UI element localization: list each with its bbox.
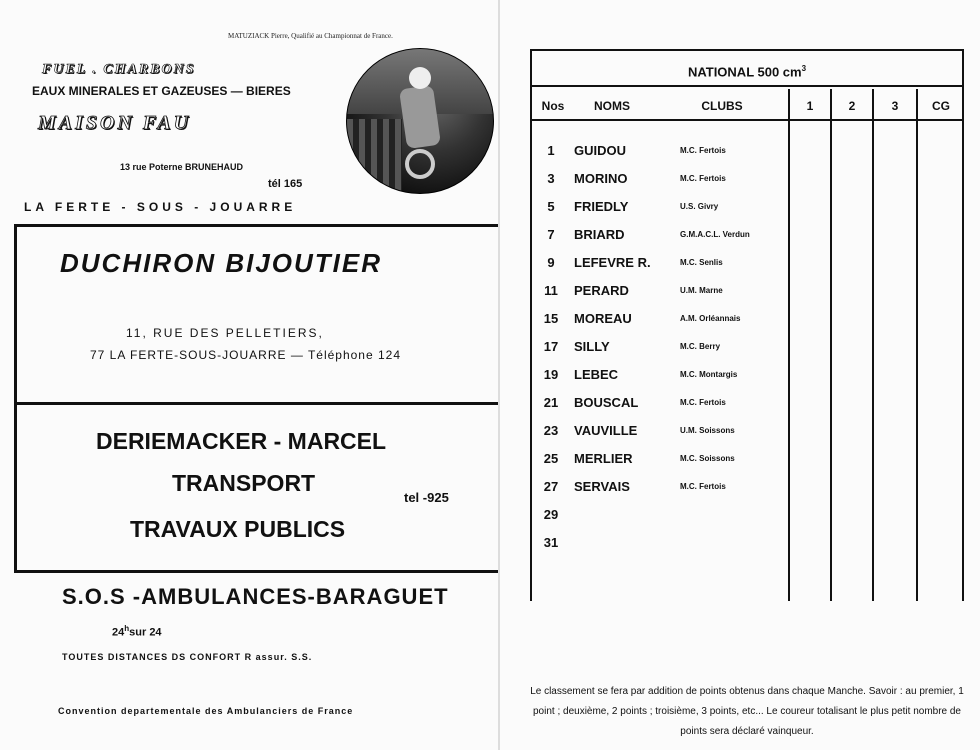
row-club: U.M. Marne (680, 286, 723, 295)
sos-comfort: TOUTES DISTANCES DS CONFORT R assur. S.S. (62, 652, 313, 662)
row-club: U.M. Soissons (680, 426, 735, 435)
row-number: 7 (547, 227, 555, 242)
row-name: FRIEDLY (574, 199, 629, 214)
row-number: 15 (543, 311, 559, 326)
row-name: SERVAIS (574, 479, 630, 494)
row-name: BRIARD (574, 227, 625, 242)
row-club: M.C. Montargis (680, 370, 738, 379)
deriemacker-name: DERIEMACKER - MARCEL (96, 428, 387, 454)
row-number: 17 (543, 339, 559, 354)
row-name: LEBEC (574, 367, 619, 382)
row-club: M.C. Soissons (680, 454, 735, 463)
duchiron-title: DUCHIRON BIJOUTIER (60, 248, 383, 278)
sos-title: S.O.S -AMBULANCES-BARAGUET (62, 584, 449, 609)
row-club: M.C. Fertois (680, 398, 726, 407)
row-club: G.M.A.C.L. Verdun (680, 230, 750, 239)
row-name: PERARD (574, 283, 629, 298)
row-name: BOUSCAL (574, 395, 639, 410)
header-cg: CG (932, 99, 950, 113)
fau-town: LA FERTE - SOUS - JOUARRE (24, 200, 297, 214)
row-number: 19 (543, 367, 559, 382)
header-num: Nos (541, 99, 565, 113)
deriemacker-transport: TRANSPORT (172, 470, 316, 496)
row-name: GUIDOU (574, 143, 626, 158)
row-number: 27 (543, 479, 559, 494)
photo-caption: MATUZIACK Pierre, Qualifié au Championnat de France. (228, 32, 393, 40)
row-club: M.C. Fertois (680, 146, 726, 155)
row-club: M.C. Fertois (680, 482, 726, 491)
fau-drinks-line: EAUX MINERALES ET GAZEUSES — BIERES (32, 84, 291, 98)
row-name: SILLY (574, 339, 610, 354)
rules-text: Le classement se fera par addition de points obtenus dans chaque Manche. Savoir : au premier, 1 point ; deuxième, 2 points ; troisième, 3 points, etc... Le coureur totalisant le plus petit nombre de points sera déclaré vainqueur. (530, 686, 964, 737)
row-number: 11 (544, 283, 558, 298)
row-number: 21 (543, 395, 559, 410)
row-number: 25 (543, 451, 559, 466)
deriemacker-works: TRAVAUX PUBLICS (130, 516, 346, 542)
divider (14, 570, 500, 573)
sos-convention: Convention departementale des Ambulanciers de France (58, 706, 354, 716)
row-number: 31 (543, 535, 559, 550)
header-clubs: CLUBS (701, 99, 743, 113)
row-name: MORINO (574, 171, 628, 186)
header-col2: 2 (848, 99, 856, 113)
duchiron-address: 11, RUE DES PELLETIERS, (126, 326, 324, 340)
divider (14, 224, 500, 227)
header-col1: 1 (806, 99, 814, 113)
row-number: 23 (543, 423, 559, 438)
col-divider (788, 89, 790, 601)
header-names: NOMS (594, 99, 630, 113)
motocross-photo (346, 48, 494, 194)
row-name: MERLIER (574, 451, 633, 466)
row-number: 3 (547, 171, 555, 186)
row-number: 1 (547, 143, 555, 158)
right-page (500, 0, 980, 750)
col-divider (830, 89, 832, 601)
fau-name: MAISON FAU (38, 112, 192, 134)
col-divider (916, 89, 918, 601)
row-club: U.S. Givry (680, 202, 719, 211)
row-club: M.C. Berry (680, 342, 721, 351)
row-number: 5 (547, 199, 555, 214)
results-table (530, 49, 964, 601)
divider (14, 402, 17, 570)
fau-fuel-line: FUEL . CHARBONS (42, 62, 196, 77)
fau-address: 13 rue Poterne BRUNEHAUD (120, 162, 244, 172)
col-divider (872, 89, 874, 601)
duchiron-town-phone: 77 LA FERTE-SOUS-JOUARRE — Téléphone 124 (90, 348, 402, 362)
row-name: MOREAU (574, 311, 632, 326)
row-club: M.C. Fertois (680, 174, 726, 183)
table-title: NATIONAL 500 $cm^3$ (532, 51, 962, 87)
divider (14, 402, 500, 405)
sos-hours: 24$^h$sur 24 (112, 624, 162, 639)
row-club: A.M. Orléannais (680, 314, 741, 323)
fau-phone: tél 165 (268, 178, 303, 190)
row-number: 29 (543, 507, 559, 522)
deriemacker-phone: tel -925 (404, 490, 449, 505)
row-name: VAUVILLE (574, 423, 638, 438)
row-club: M.C. Senlis (680, 258, 723, 267)
header-col3: 3 (891, 99, 899, 113)
divider (14, 224, 17, 402)
row-number: 9 (547, 255, 555, 270)
row-name: LEFEVRE R. (574, 255, 651, 270)
